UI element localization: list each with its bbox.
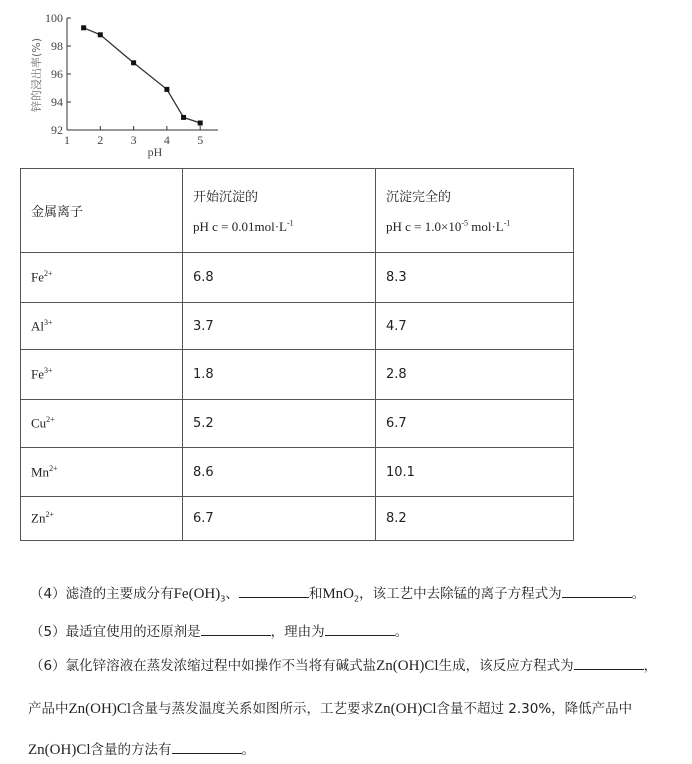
ion-cell: $Fe^{2+}$ (21, 253, 183, 303)
precipitation-ph-table (20, 168, 574, 541)
data-point (81, 25, 86, 30)
start-ph-cell: 3.7 (183, 303, 376, 350)
zinc-leaching-chart (0, 0, 230, 165)
ion-cell: $Al^{3+}$ (21, 303, 183, 350)
y-tick-label: 94 (51, 95, 63, 109)
answer-blank[interactable] (325, 623, 395, 636)
data-point (164, 87, 169, 92)
x-tick-label: 3 (130, 133, 137, 147)
table-row (21, 448, 574, 497)
complete-ph-cell: 8.3 (376, 253, 574, 303)
y-tick-label: 92 (51, 123, 63, 137)
question-6-end: Zn(OH)Cl含量的方法有 。 (28, 742, 255, 758)
question-5: （5）最适宜使用的还原剂是 ，理由为 。 (30, 624, 409, 640)
question-6: （6）氯化锌溶液在蒸发浓缩过程中如操作不当将有碱式盐Zn(OH)Cl生成，该反应方程式为 ， (30, 658, 658, 674)
ion-cell: $Fe^{3+}$ (21, 350, 183, 400)
answer-blank[interactable] (562, 585, 632, 598)
table-row (21, 497, 574, 541)
data-point (181, 115, 186, 120)
complete-ph-cell: 8.2 (376, 497, 574, 541)
data-point (131, 60, 136, 65)
table-row (21, 253, 574, 303)
answer-blank[interactable] (201, 623, 271, 636)
ion-cell: $Cu^{2+}$ (21, 400, 183, 448)
x-axis-label: pH (147, 145, 163, 159)
complete-ph-cell: 2.8 (376, 350, 574, 400)
question-6-cont: 产品中Zn(OH)Cl含量与蒸发温度关系如图所示，工艺要求Zn(OH)Cl含量不超过 2.30%，降低产品中 (28, 701, 633, 717)
header-start-ph: 开始沉淀的 pH $c = 0.01mol\cdot L^{-1}$ (183, 169, 376, 253)
start-ph-cell: 6.8 (183, 253, 376, 303)
x-tick-label: 4 (163, 133, 170, 147)
header-metal-ion: 金属离子 (21, 169, 183, 253)
table-row (21, 350, 574, 400)
start-ph-cell: 1.8 (183, 350, 376, 400)
data-point (198, 121, 203, 126)
y-axis-label: 锌的浸出率(%) (30, 37, 43, 113)
question-4: （4）滤渣的主要成分有$Fe(OH)_3$、 和MnO$_2$，该工艺中去除锰的离子方程式为 。 (30, 586, 646, 604)
x-tick-label: 5 (197, 133, 204, 147)
answer-blank[interactable] (239, 585, 309, 598)
ion-cell: $Zn^{2+}$ (21, 497, 183, 541)
x-tick-label: 1 (64, 133, 70, 147)
answer-blank[interactable] (172, 741, 242, 754)
complete-ph-cell: 6.7 (376, 400, 574, 448)
complete-ph-cell: 10.1 (376, 448, 574, 497)
data-line (84, 28, 201, 123)
data-point (98, 32, 103, 37)
y-tick-label: 100 (45, 11, 63, 25)
ion-cell: $Mn^{2+}$ (21, 448, 183, 497)
answer-blank[interactable] (574, 657, 644, 670)
start-ph-cell: 6.7 (183, 497, 376, 541)
start-ph-cell: 8.6 (183, 448, 376, 497)
table-row (21, 303, 574, 350)
start-ph-cell: 5.2 (183, 400, 376, 448)
header-complete-ph: 沉淀完全的 pH $c = 1.0\times 10^{-5}$ $mol\cdot L^{-1}$ (376, 169, 574, 253)
y-tick-label: 98 (51, 39, 63, 53)
x-tick-label: 2 (97, 133, 104, 147)
complete-ph-cell: 4.7 (376, 303, 574, 350)
y-tick-label: 96 (51, 67, 63, 81)
table-row (21, 400, 574, 448)
